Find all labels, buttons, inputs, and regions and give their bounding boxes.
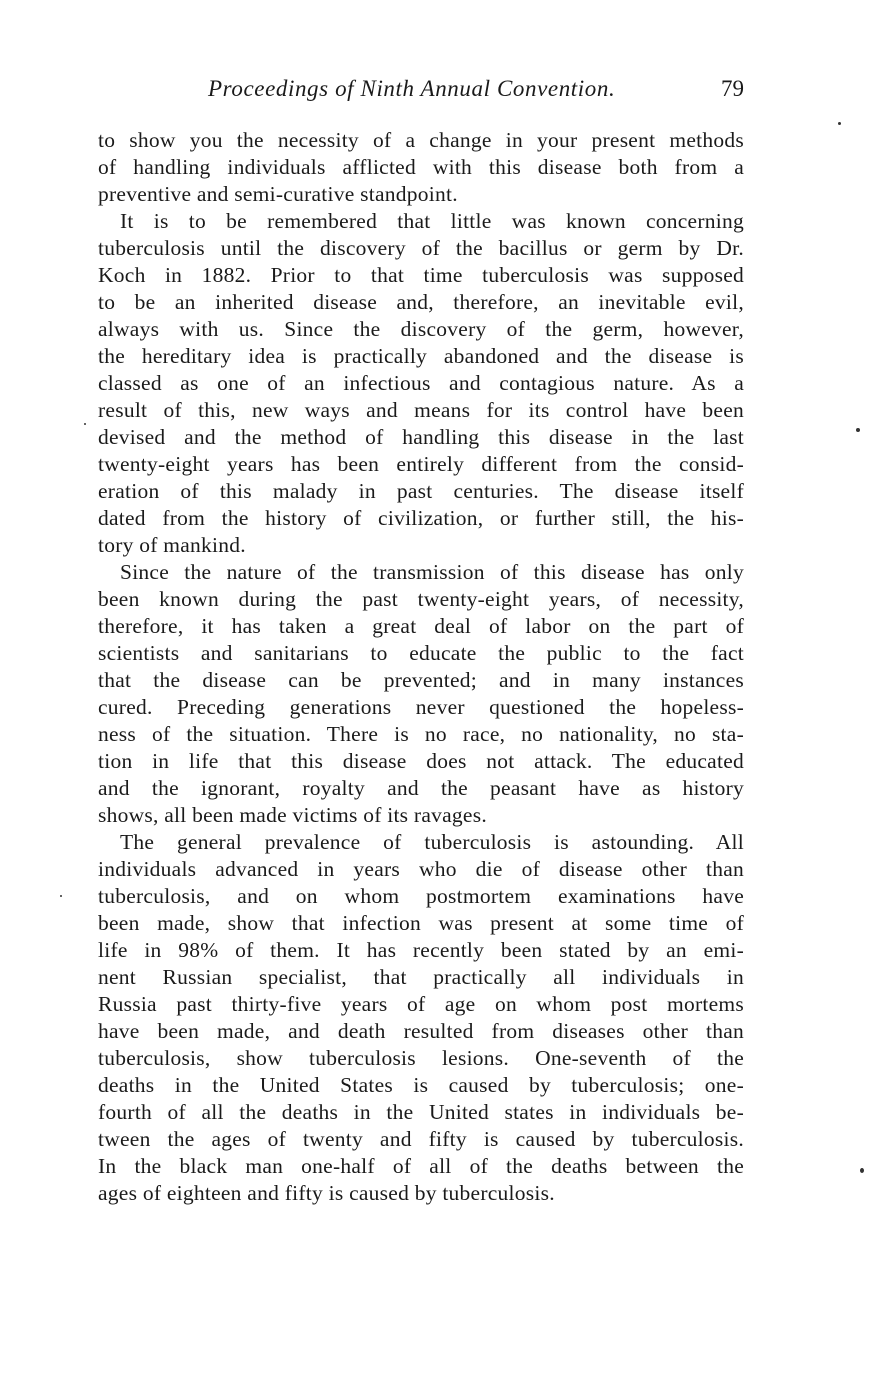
text-line: twenty-eight years has been entirely different from the consid- [98, 452, 744, 476]
text-line: therefore, it has taken a great deal of labor on the part of [98, 614, 744, 638]
text-line: shows, all been made victims of its ravages. [98, 803, 487, 827]
paragraph [98, 559, 744, 829]
text-line: to show you the necessity of a change in your present methods [98, 128, 744, 152]
text-line: tion in life that this disease does not attack. The educated [98, 749, 744, 773]
body-text [98, 127, 744, 1207]
text-line: scientists and sanitarians to educate the public to the fact [98, 641, 744, 665]
text-line: dated from the history of civilization, or further still, the his- [98, 506, 744, 530]
text-line: and the ignorant, royalty and the peasant have as history [98, 776, 744, 800]
text-line: tuberculosis, and on whom postmortem examinations have [98, 884, 744, 908]
text-line: been known during the past twenty-eight years, of necessity, [98, 587, 744, 611]
text-line: tory of mankind. [98, 533, 246, 557]
text-line: been made, show that infection was present at some time of [98, 911, 744, 935]
text-line: Koch in 1882. Prior to that time tuberculosis was supposed [98, 263, 744, 287]
text-line: tween the ages of twenty and fifty is caused by tuberculosis. [98, 1127, 744, 1151]
running-header [98, 76, 748, 106]
text-line: nent Russian specialist, that practically all individuals in [98, 965, 744, 989]
text-line: It is to be remembered that little was known concerning [120, 209, 744, 233]
text-line: In the black man one-half of all of the deaths between the [98, 1154, 744, 1178]
text-line: have been made, and death resulted from diseases other than [98, 1019, 744, 1043]
paragraph [98, 127, 744, 208]
text-line: always with us. Since the discovery of the germ, however, [98, 317, 744, 341]
text-line: that the disease can be prevented; and in many instances [98, 668, 744, 692]
text-line: the hereditary idea is practically abandoned and the disease is [98, 344, 744, 368]
text-line: ages of eighteen and fifty is caused by tuberculosis. [98, 1181, 555, 1205]
text-line: ness of the situation. There is no race, no nationality, no sta- [98, 722, 744, 746]
text-line: cured. Preceding generations never questioned the hopeless- [98, 695, 744, 719]
text-line: Since the nature of the transmission of this disease has only [120, 560, 744, 584]
text-line: individuals advanced in years who die of disease other than [98, 857, 744, 881]
scan-speck [856, 428, 860, 432]
scan-speck [84, 423, 86, 425]
text-line: of handling individuals afflicted with this disease both from a [98, 155, 744, 179]
text-line: Russia past thirty-five years of age on whom post mortems [98, 992, 744, 1016]
scan-speck [838, 122, 841, 125]
paragraph [98, 829, 744, 1207]
text-line: eration of this malady in past centuries. The disease itself [98, 479, 744, 503]
text-line: fourth of all the deaths in the United states in individuals be- [98, 1100, 744, 1124]
text-line: devised and the method of handling this disease in the last [98, 425, 744, 449]
text-line: tuberculosis until the discovery of the bacillus or germ by Dr. [98, 236, 744, 260]
page-number: 79 [721, 76, 744, 101]
scan-speck [860, 1168, 864, 1173]
text-line: The general prevalence of tuberculosis is astounding. All [120, 830, 744, 854]
text-line: classed as one of an infectious and contagious nature. As a [98, 371, 744, 395]
text-line: preventive and semi-curative standpoint. [98, 182, 458, 206]
paragraph [98, 208, 744, 559]
text-line: deaths in the United States is caused by tuberculosis; one- [98, 1073, 744, 1097]
running-title: Proceedings of Ninth Annual Convention. [208, 76, 616, 101]
text-line: tuberculosis, show tuberculosis lesions. One-seventh of the [98, 1046, 744, 1070]
scan-speck [60, 895, 62, 897]
text-line: to be an inherited disease and, therefore, an inevitable evil, [98, 290, 744, 314]
text-line: life in 98% of them. It has recently been stated by an emi- [98, 938, 744, 962]
text-line: result of this, new ways and means for its control have been [98, 398, 744, 422]
